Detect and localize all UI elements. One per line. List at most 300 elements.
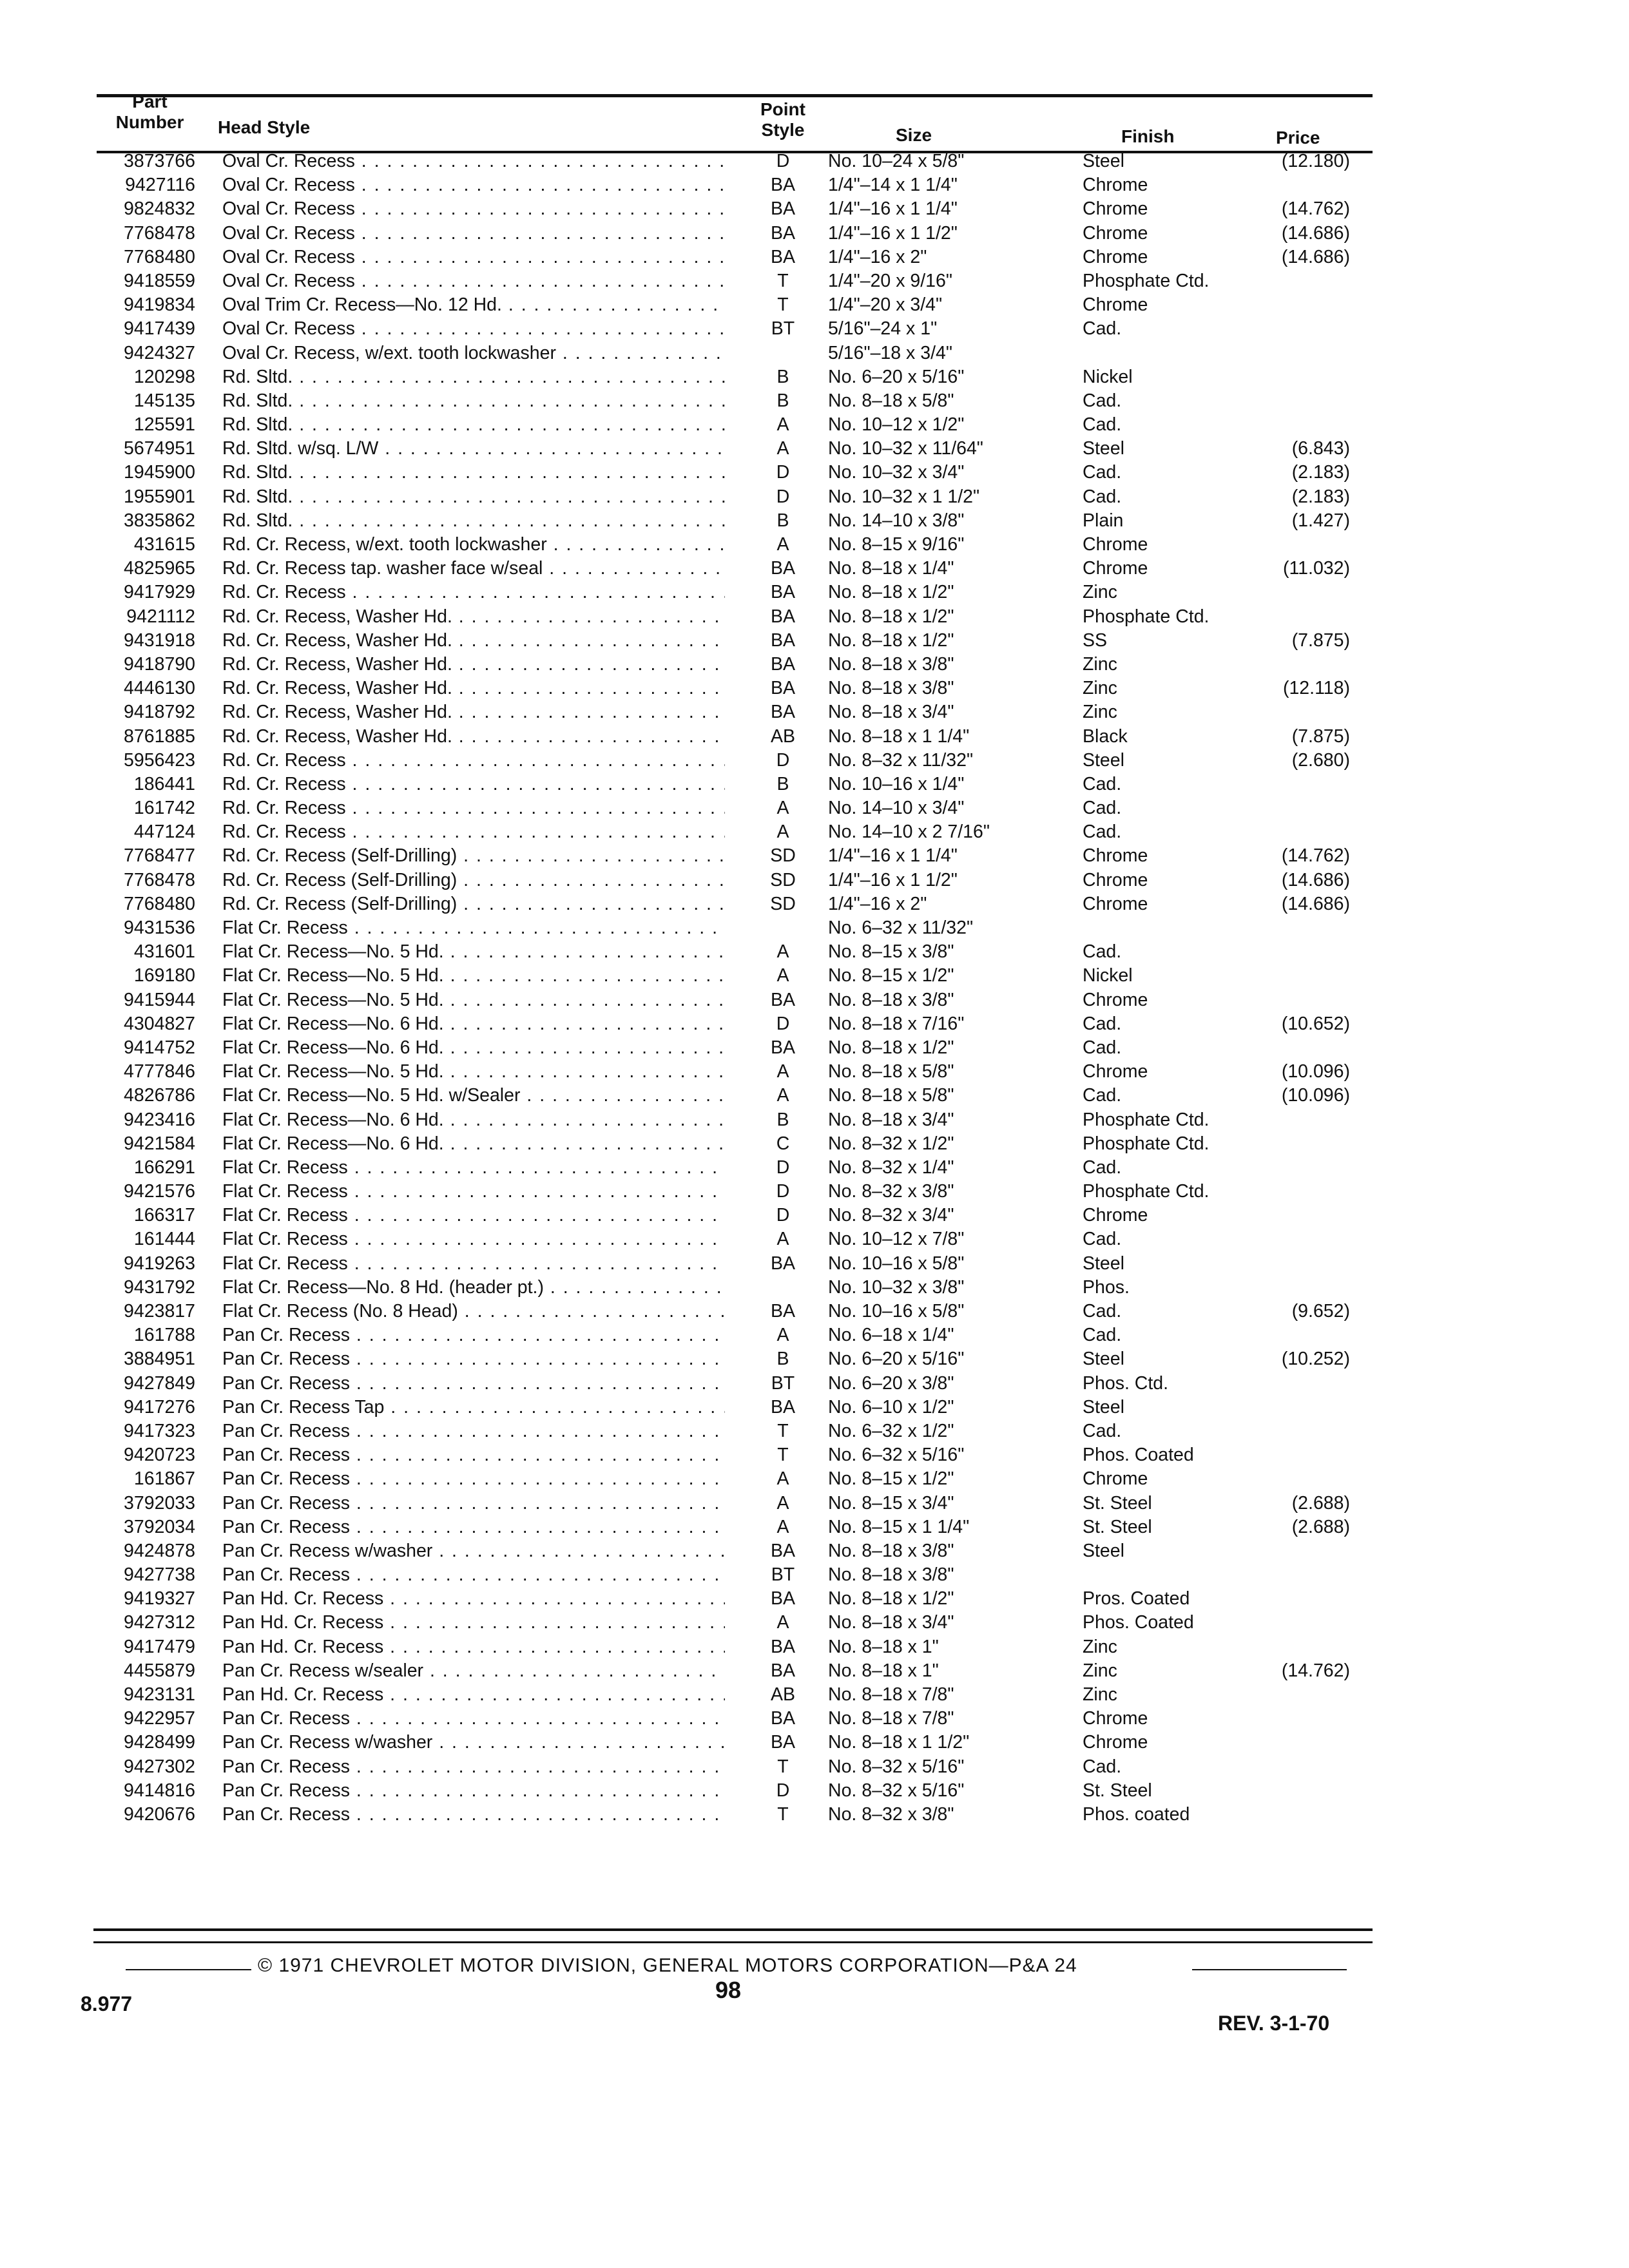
finish-cell: Zinc [1083, 1684, 1117, 1705]
finish-cell: Cad. [1083, 486, 1122, 507]
size-cell: No. 8–18 x 3/8" [828, 989, 954, 1010]
point-style-cell: BA [770, 1708, 796, 1729]
footer-rule-secondary [93, 1941, 1373, 1943]
table-row [0, 1467, 1629, 1491]
head-style-cell: Rd. Cr. Recess, Washer Hd. . . . [222, 677, 725, 700]
part-number-cell: 9423817 [124, 1301, 195, 1321]
finish-cell: Phosphate Ctd. [1083, 1133, 1210, 1154]
finish-cell: Phosphate Ctd. [1083, 606, 1210, 627]
finish-cell: Chrome [1083, 1205, 1148, 1226]
point-style-cell: SD [770, 869, 796, 890]
size-cell: No. 8–18 x 1/2" [828, 1588, 954, 1610]
point-style-cell: A [776, 1229, 789, 1250]
parts-table [0, 149, 1629, 1827]
size-cell: No. 8–18 x 5/8" [828, 390, 954, 411]
finish-cell: St. Steel [1083, 1492, 1152, 1514]
head-style-cell: Flat Cr. Recess—No. 5 Hd. . . . [222, 964, 725, 988]
price-cell: (10.096) [1281, 1061, 1350, 1082]
head-style-cell: Rd. Sltd. . . . [222, 413, 725, 437]
finish-cell: Chrome [1083, 1708, 1148, 1729]
head-style-cell: Rd. Sltd. . . . [222, 509, 725, 533]
price-cell: (2.688) [1291, 1492, 1350, 1514]
page-number: 98 [715, 1977, 742, 2003]
part-number-cell: 3873766 [124, 151, 195, 171]
size-cell: 5/16"–24 x 1" [828, 318, 938, 340]
table-row [0, 557, 1629, 581]
finish-cell: Cad. [1083, 1756, 1122, 1777]
head-style-cell: Flat Cr. Recess—No. 8 Hd. (header pt.) . . . [222, 1276, 725, 1300]
head-style-cell: Flat Cr. Recess . . . [222, 1252, 725, 1276]
part-number-cell: 5956423 [124, 749, 195, 771]
table-row [0, 1108, 1629, 1132]
table-row [0, 222, 1629, 245]
part-number-cell: 4826786 [124, 1085, 195, 1106]
size-cell: No. 6–32 x 1/2" [828, 1420, 954, 1441]
table-row [0, 1132, 1629, 1156]
point-style-cell: BA [770, 653, 796, 675]
price-cell: (12.118) [1282, 678, 1350, 699]
head-style-cell: Pan Cr. Recess . . . [222, 1755, 725, 1779]
finish-cell: Phos. Coated [1083, 1445, 1194, 1466]
table-row [0, 1683, 1629, 1707]
finish-cell: Phosphate Ctd. [1083, 1109, 1210, 1130]
point-style-cell: A [776, 1516, 789, 1537]
size-cell: No. 8–18 x 1" [828, 1636, 939, 1657]
table-row [0, 916, 1629, 940]
table-row [0, 677, 1629, 700]
head-style-cell: Flat Cr. Recess—No. 6 Hd. . . . [222, 1132, 725, 1156]
part-number-cell: 4446130 [124, 678, 195, 699]
part-number-cell: 447124 [133, 822, 195, 843]
point-style-cell: BA [770, 246, 796, 267]
size-cell: No. 10–32 x 11/64" [828, 438, 983, 459]
size-cell: No. 6–20 x 5/16" [828, 366, 965, 387]
point-style-cell: A [776, 1612, 789, 1633]
point-style-cell: BT [771, 1372, 795, 1394]
size-cell: No. 8–32 x 1/4" [828, 1157, 954, 1178]
table-row [0, 1755, 1629, 1779]
point-style-cell: BA [770, 678, 796, 699]
point-style-cell: D [776, 1157, 790, 1178]
head-style-cell: Pan Cr. Recess . . . [222, 1803, 725, 1827]
part-number-cell: 9427116 [125, 175, 195, 196]
size-cell: No. 8–18 x 1/4" [828, 558, 954, 579]
price-cell: (10.652) [1281, 1013, 1350, 1034]
head-style-cell: Oval Cr. Recess . . . [222, 245, 725, 269]
table-row [0, 389, 1629, 413]
part-number-cell: 9421112 [126, 606, 195, 627]
finish-cell: Zinc [1083, 653, 1117, 675]
head-style-cell: Flat Cr. Recess—No. 6 Hd. . . . [222, 1012, 725, 1036]
top-rule [97, 94, 1373, 97]
size-cell: No. 8–18 x 1/2" [828, 606, 954, 627]
size-cell: No. 8–18 x 1/2" [828, 629, 954, 651]
finish-cell: Steel [1083, 151, 1124, 171]
point-style-cell: D [776, 749, 790, 771]
head-style-cell: Pan Hd. Cr. Recess . . . [222, 1611, 725, 1635]
head-style-cell: Rd. Sltd. . . . [222, 389, 725, 413]
size-cell: No. 10–16 x 1/4" [828, 773, 965, 794]
part-number-cell: 161867 [133, 1468, 195, 1490]
head-style-cell: Rd. Cr. Recess, Washer Hd. . . . [222, 605, 725, 629]
head-style-cell: Pan Cr. Recess . . . [222, 1443, 725, 1467]
price-cell: (6.843) [1291, 438, 1350, 459]
head-style-cell: Oval Cr. Recess, w/ext. tooth lockwasher . . . [222, 341, 725, 365]
point-style-cell: BA [770, 198, 796, 220]
point-style-cell: B [776, 366, 789, 387]
finish-cell: Cad. [1083, 1420, 1122, 1441]
table-row [0, 1779, 1629, 1803]
table-row [0, 988, 1629, 1012]
part-number-cell: 166317 [133, 1205, 195, 1226]
finish-cell: St. Steel [1083, 1516, 1152, 1537]
point-style-cell: A [776, 822, 789, 843]
table-row [0, 173, 1629, 197]
finish-cell: Cad. [1083, 1325, 1122, 1346]
point-style-cell: T [777, 1803, 789, 1825]
table-row [0, 1563, 1629, 1587]
point-style-cell: B [776, 1109, 789, 1130]
size-cell: No. 6–18 x 1/4" [828, 1325, 954, 1346]
head-style-cell: Pan Hd. Cr. Recess . . . [222, 1683, 725, 1707]
size-cell: 1/4"–20 x 9/16" [828, 270, 952, 291]
part-number-cell: 9419834 [124, 294, 195, 316]
finish-cell: Zinc [1083, 1636, 1117, 1657]
head-style-cell: Flat Cr. Recess—No. 6 Hd. . . . [222, 1036, 725, 1060]
head-style-cell: Oval Cr. Recess . . . [222, 269, 725, 293]
head-style-cell: Rd. Cr. Recess, Washer Hd. . . . [222, 653, 725, 677]
size-cell: No. 6–32 x 5/16" [828, 1445, 965, 1466]
finish-cell: Phos. [1083, 1276, 1130, 1298]
point-style-cell: BA [770, 1636, 796, 1657]
head-style-cell: Rd. Cr. Recess . . . [222, 581, 725, 604]
part-number-cell: 9417276 [124, 1396, 195, 1418]
size-cell: No. 8–15 x 1/2" [828, 965, 954, 986]
finish-cell: Chrome [1083, 558, 1148, 579]
point-style-cell: A [776, 438, 789, 459]
head-style-cell: Oval Cr. Recess . . . [222, 149, 725, 173]
price-cell: (14.686) [1281, 222, 1350, 244]
point-style-cell: A [776, 414, 789, 436]
revision-date: REV. 3-1-70 [1218, 2012, 1330, 2035]
finish-cell: Steel [1083, 1540, 1124, 1561]
finish-cell: Chrome [1083, 534, 1148, 555]
part-number-cell: 9421576 [124, 1181, 195, 1202]
point-style-cell: BA [770, 629, 796, 651]
part-number-cell: 4825965 [124, 558, 195, 579]
finish-cell: Zinc [1083, 582, 1117, 603]
group-number: 8.977 [81, 1992, 133, 2015]
table-row [0, 245, 1629, 269]
part-number-cell: 9824832 [124, 198, 195, 220]
table-row [0, 1515, 1629, 1539]
finish-cell: Cad. [1083, 1301, 1122, 1321]
table-row [0, 700, 1629, 724]
table-row [0, 1012, 1629, 1036]
finish-cell: Cad. [1083, 1037, 1122, 1058]
head-style-cell: Pan Cr. Recess . . . [222, 1515, 725, 1539]
part-number-cell: 9428499 [124, 1732, 195, 1753]
table-row [0, 1707, 1629, 1731]
part-number-cell: 7768478 [124, 222, 195, 244]
part-number-cell: 9421584 [124, 1133, 195, 1154]
finish-cell: Chrome [1083, 1061, 1148, 1082]
head-style-cell: Flat Cr. Recess—No. 5 Hd. . . . [222, 1060, 725, 1084]
finish-cell: Cad. [1083, 822, 1122, 843]
finish-cell: Phos. Coated [1083, 1612, 1194, 1633]
finish-cell: Chrome [1083, 1468, 1148, 1490]
size-cell: No. 8–18 x 1" [828, 1660, 939, 1681]
size-cell: No. 8–15 x 9/16" [828, 534, 965, 555]
point-style-cell: BA [770, 582, 796, 603]
part-number-cell: 8761885 [124, 726, 195, 747]
point-style-cell: A [776, 1061, 789, 1082]
part-number-cell: 9414752 [124, 1037, 195, 1058]
head-style-cell: Pan Cr. Recess . . . [222, 1372, 725, 1396]
head-style-cell: Rd. Cr. Recess . . . [222, 796, 725, 820]
finish-cell: Cad. [1083, 1085, 1122, 1106]
head-style-cell: Rd. Sltd. . . . [222, 461, 725, 485]
size-cell: No. 8–32 x 5/16" [828, 1780, 965, 1801]
table-row [0, 1347, 1629, 1371]
table-row [0, 1396, 1629, 1419]
price-cell: (14.762) [1281, 1660, 1350, 1681]
head-style-cell: Flat Cr. Recess . . . [222, 1204, 725, 1227]
point-style-cell: BA [770, 558, 796, 579]
point-style-cell: D [776, 151, 790, 171]
point-style-cell: T [777, 294, 789, 316]
size-cell: No. 6–32 x 11/32" [828, 918, 974, 938]
head-style-cell: Rd. Cr. Recess, Washer Hd. . . . [222, 700, 725, 724]
table-row [0, 149, 1629, 173]
point-style-cell: D [776, 1205, 790, 1226]
part-number-cell: 161742 [133, 798, 195, 819]
part-number-cell: 9418792 [124, 702, 195, 723]
head-style-cell: Rd. Sltd. . . . [222, 365, 725, 389]
finish-cell: Phosphate Ctd. [1083, 270, 1210, 291]
point-style-cell: BA [770, 1588, 796, 1610]
head-style-cell: Rd. Sltd. w/sq. L/W . . . [222, 437, 725, 461]
part-number-cell: 9415944 [124, 989, 195, 1010]
header-point-style: Point Style [760, 99, 805, 140]
price-cell: (2.183) [1291, 462, 1350, 483]
head-style-cell: Pan Cr. Recess w/sealer . . . [222, 1659, 725, 1683]
part-number-cell: 161788 [133, 1325, 195, 1346]
finish-cell: Steel [1083, 1396, 1124, 1418]
head-style-cell: Rd. Sltd. . . . [222, 485, 725, 509]
finish-cell: Phos. Ctd. [1083, 1372, 1169, 1394]
table-row [0, 869, 1629, 892]
head-style-cell: Rd. Cr. Recess, Washer Hd. . . . [222, 725, 725, 749]
size-cell: No. 14–10 x 2 7/16" [828, 822, 990, 843]
point-style-cell: A [776, 1085, 789, 1106]
price-cell: (7.875) [1291, 726, 1350, 747]
finish-cell: Pros. Coated [1083, 1588, 1190, 1610]
table-row [0, 1084, 1629, 1108]
table-row [0, 1276, 1629, 1300]
part-number-cell: 3884951 [124, 1349, 195, 1370]
part-number-cell: 9431918 [124, 629, 195, 651]
price-cell: (14.686) [1281, 246, 1350, 267]
table-row [0, 293, 1629, 317]
finish-cell: Zinc [1083, 1660, 1117, 1681]
part-number-cell: 7768477 [124, 845, 195, 867]
part-number-cell: 9417479 [124, 1636, 195, 1657]
size-cell: No. 8–18 x 1 1/2" [828, 1732, 970, 1753]
size-cell: 5/16"–18 x 3/4" [828, 342, 952, 363]
size-cell: No. 8–15 x 3/4" [828, 1492, 954, 1514]
part-number-cell: 1955901 [124, 486, 195, 507]
size-cell: No. 10–24 x 5/8" [828, 151, 965, 171]
table-row [0, 1492, 1629, 1515]
part-number-cell: 9423416 [124, 1109, 195, 1130]
finish-cell: Cad. [1083, 462, 1122, 483]
table-row [0, 820, 1629, 844]
price-cell: (11.032) [1282, 558, 1350, 579]
head-style-cell: Flat Cr. Recess . . . [222, 1156, 725, 1180]
finish-cell: Zinc [1083, 702, 1117, 723]
point-style-cell: BT [771, 318, 795, 340]
table-row [0, 1252, 1629, 1276]
head-style-cell: Pan Cr. Recess . . . [222, 1467, 725, 1491]
part-number-cell: 186441 [133, 773, 195, 794]
table-row [0, 1204, 1629, 1227]
size-cell: No. 6–20 x 3/8" [828, 1372, 954, 1394]
point-style-cell: BA [770, 1732, 796, 1753]
finish-cell: Chrome [1083, 869, 1148, 890]
point-style-cell: BT [771, 1564, 795, 1586]
size-cell: No. 8–15 x 1 1/4" [828, 1516, 970, 1537]
table-row [0, 844, 1629, 868]
size-cell: No. 14–10 x 3/4" [828, 798, 965, 819]
table-row [0, 509, 1629, 533]
finish-cell: Phosphate Ctd. [1083, 1181, 1210, 1202]
point-style-cell: A [776, 941, 789, 963]
size-cell: No. 8–15 x 3/8" [828, 941, 954, 963]
finish-cell: Chrome [1083, 294, 1148, 316]
header-size: Size [896, 125, 932, 145]
part-number-cell: 9418790 [124, 653, 195, 675]
size-cell: No. 14–10 x 3/8" [828, 510, 965, 531]
table-row [0, 461, 1629, 485]
part-number-cell: 431615 [133, 534, 195, 555]
point-style-cell: AB [770, 1684, 796, 1705]
part-number-cell: 125591 [133, 414, 195, 436]
part-number-cell: 9417323 [124, 1420, 195, 1441]
part-number-cell: 9417929 [124, 582, 195, 603]
finish-cell: Chrome [1083, 893, 1148, 914]
size-cell: No. 8–32 x 3/8" [828, 1803, 954, 1825]
table-row [0, 1323, 1629, 1347]
head-style-cell: Pan Cr. Recess . . . [222, 1707, 725, 1731]
point-style-cell: BA [770, 606, 796, 627]
table-row [0, 413, 1629, 437]
part-number-cell: 3792033 [124, 1492, 195, 1514]
size-cell: No. 8–18 x 3/8" [828, 1564, 954, 1586]
finish-cell: Chrome [1083, 246, 1148, 267]
finish-cell: Chrome [1083, 198, 1148, 220]
table-row [0, 581, 1629, 604]
head-style-cell: Oval Cr. Recess . . . [222, 317, 725, 341]
part-number-cell: 3792034 [124, 1516, 195, 1537]
finish-cell: Steel [1083, 1349, 1124, 1370]
point-style-cell: D [776, 1013, 790, 1034]
point-style-cell: T [777, 270, 789, 291]
size-cell: No. 6–10 x 1/2" [828, 1396, 954, 1418]
size-cell: No. 10–32 x 1 1/2" [828, 486, 980, 507]
table-row [0, 749, 1629, 773]
size-cell: No. 8–18 x 3/4" [828, 1109, 954, 1130]
part-number-cell: 9414816 [124, 1780, 195, 1801]
table-row [0, 1731, 1629, 1754]
size-cell: No. 6–20 x 5/16" [828, 1349, 965, 1370]
part-number-cell: 169180 [133, 965, 195, 986]
point-style-cell: BA [770, 1540, 796, 1561]
table-row [0, 365, 1629, 389]
point-style-cell: BA [770, 702, 796, 723]
price-cell: (10.096) [1281, 1085, 1350, 1106]
size-cell: No. 8–32 x 5/16" [828, 1756, 965, 1777]
price-cell: (2.680) [1291, 749, 1350, 771]
table-row [0, 1635, 1629, 1659]
head-style-cell: Rd. Cr. Recess . . . [222, 749, 725, 773]
price-cell: (10.252) [1281, 1349, 1350, 1370]
finish-cell: SS [1083, 629, 1108, 651]
head-style-cell: Flat Cr. Recess . . . [222, 1180, 725, 1204]
size-cell: No. 8–18 x 5/8" [828, 1085, 954, 1106]
size-cell: 1/4"–16 x 1 1/2" [828, 869, 958, 890]
point-style-cell: BA [770, 1253, 796, 1274]
table-row [0, 533, 1629, 557]
table-row [0, 1036, 1629, 1060]
table-row [0, 653, 1629, 677]
size-cell: 1/4"–16 x 2" [828, 246, 927, 267]
head-style-cell: Flat Cr. Recess (No. 8 Head) . . . [222, 1300, 725, 1323]
table-row [0, 1419, 1629, 1443]
finish-cell: Cad. [1083, 390, 1122, 411]
finish-cell: Cad. [1083, 1229, 1122, 1250]
copyright-dash-right [1192, 1969, 1347, 1970]
head-style-cell: Flat Cr. Recess—No. 5 Hd. . . . [222, 940, 725, 964]
size-cell: No. 8–32 x 3/8" [828, 1181, 954, 1202]
head-style-cell: Rd. Cr. Recess . . . [222, 773, 725, 796]
size-cell: No. 8–32 x 11/32" [828, 749, 974, 771]
head-style-cell: Pan Cr. Recess . . . [222, 1323, 725, 1347]
finish-cell: Zinc [1083, 678, 1117, 699]
price-cell: (14.762) [1281, 198, 1350, 220]
size-cell: No. 8–32 x 3/4" [828, 1205, 954, 1226]
point-style-cell: B [776, 773, 789, 794]
part-number-cell: 166291 [133, 1157, 195, 1178]
head-style-cell: Oval Cr. Recess . . . [222, 197, 725, 221]
point-style-cell: B [776, 390, 789, 411]
head-style-cell: Pan Cr. Recess . . . [222, 1492, 725, 1515]
point-style-cell: BA [770, 1396, 796, 1418]
part-number-cell: 7768480 [124, 893, 195, 914]
head-style-cell: Pan Cr. Recess . . . [222, 1563, 725, 1587]
finish-cell: Cad. [1083, 318, 1122, 340]
size-cell: 1/4"–14 x 1 1/4" [828, 175, 958, 196]
point-style-cell: AB [770, 726, 796, 747]
part-number-cell: 9423131 [124, 1684, 195, 1705]
finish-cell: Black [1083, 726, 1128, 747]
size-cell: 1/4"–16 x 1 1/4" [828, 845, 958, 867]
price-cell: (7.875) [1291, 629, 1350, 651]
point-style-cell: D [776, 462, 790, 483]
point-style-cell: A [776, 965, 789, 986]
header-head-style: Head Style [218, 117, 311, 137]
table-row [0, 1587, 1629, 1611]
